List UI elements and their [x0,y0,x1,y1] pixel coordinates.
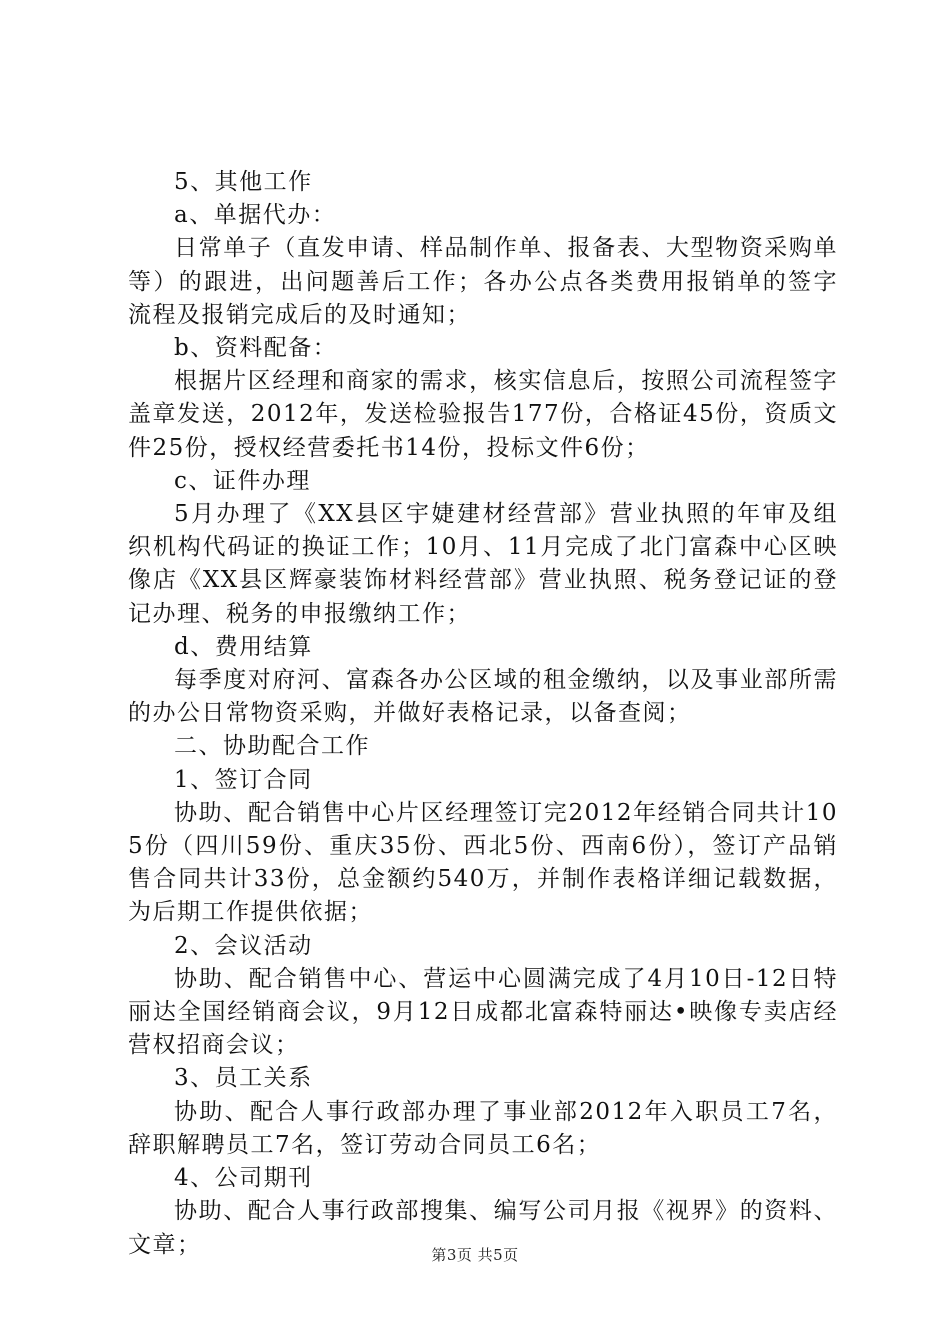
paragraph-contracts: 协助、配合销售中心片区经理签订完2012年经销合同共计105份（四川59份、重庆35份、西北5份、西南6份），签订产品销售合同共计33份，总金额约540万，并制作表格详细记载数据，为后期工作提供依据； [128,799,838,926]
paragraph-document-handling: 日常单子（直发申请、样品制作单、报备表、大型物资采购单等）的跟进，出问题善后工作；各办公点各类费用报销单的签字流程及报销完成后的及时通知； [128,235,838,328]
subheading-contracts: 1、签订合同 [174,766,313,793]
paragraph-expenses: 每季度对府河、富森各办公区域的租金缴纳，以及事业部所需的办公日常物资采购，并做好表格记录，以备查阅； [128,667,838,727]
page-footer: 第3页 共5页 [431,1246,519,1264]
paragraph-employee-relations: 协助、配合人事行政部办理了事业部2012年入职员工7名，辞职解聘员工7名，签订劳动合同员工6名； [128,1098,838,1158]
paragraph-company-journal: 协助、配合人事行政部搜集、编写公司月报《视界》的资料、文章； [128,1198,838,1258]
section-heading-other-work: 5、其他工作 [174,169,313,195]
paragraph-materials: 根据片区经理和商家的需求，核实信息后，按照公司流程签字盖章发送，2012年，发送检验报告177份，合格证45份，资质文件25份，授权经营委托书14份，投标文件6份； [128,368,838,461]
paragraph-certificates: 5月办理了《XX县区宇婕建材经营部》营业执照的年审及组织机构代码证的换证工作；10月、11月完成了北门富森中心区映像店《XX县区辉豪装饰材料经营部》营业执照、税务登记证的登记办理、税务的申报缴纳工作； [128,501,838,627]
subheading-company-journal: 4、公司期刊 [174,1165,313,1192]
section-heading-assist-work: 二、协助配合工作 [174,733,370,760]
subheading-document-handling: a、单据代办： [174,202,337,229]
document-body [128,166,838,1262]
paragraph-meetings: 协助、配合销售中心、营运中心圆满完成了4月10日-12日特丽达全国经销商会议，9月12日成都北富森特丽达•映像专卖店经营权招商会议； [128,965,838,1059]
subheading-employee-relations: 3、员工关系 [174,1065,313,1092]
subheading-certificates: c、证件办理 [174,467,311,494]
subheading-expenses: d、费用结算 [174,633,313,660]
subheading-materials: b、资料配备： [174,335,338,362]
subheading-meetings: 2、会议活动 [174,932,313,959]
